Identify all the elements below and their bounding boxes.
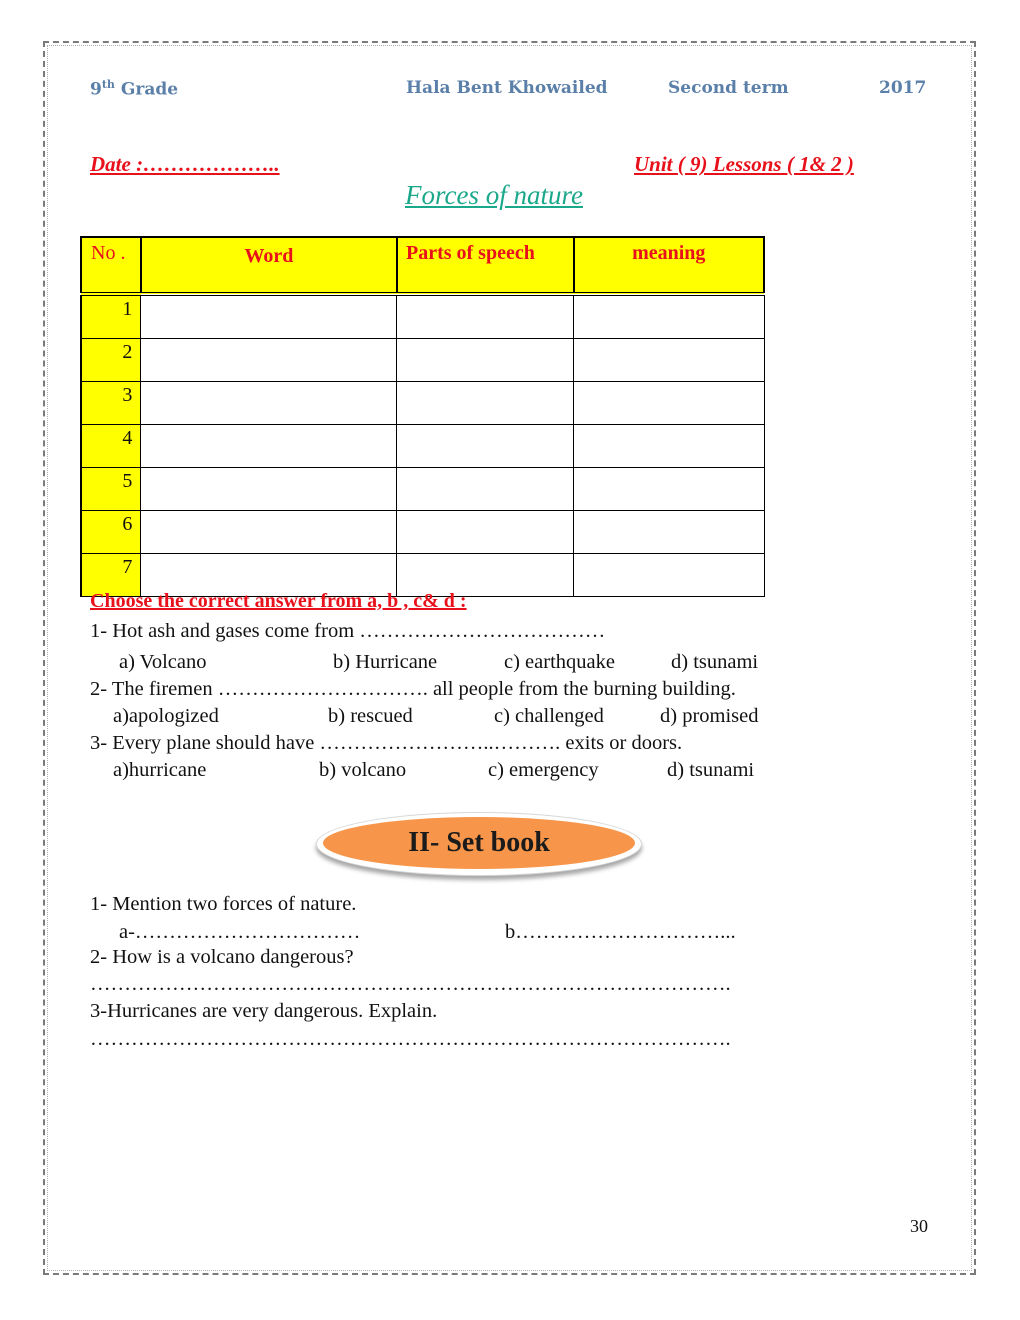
q3-option-a[interactable]: a)hurricane	[113, 759, 207, 781]
q3-option-b[interactable]: b) volcano	[319, 759, 407, 781]
word-cell[interactable]	[141, 294, 397, 339]
q2-option-c[interactable]: c) challenged	[494, 705, 604, 727]
header-parts-of-speech: Parts of speech	[397, 237, 574, 294]
setbook-answer-3-line[interactable]: ………………………………………………………………………………….	[90, 1028, 731, 1050]
header-no: No .	[81, 237, 141, 294]
question-3-stem: 3- Every plane should have ……………………..………. exits or doors.	[90, 732, 683, 754]
setbook-question-3: 3-Hurricanes are very dangerous. Explain.	[90, 1000, 438, 1022]
q2-option-b[interactable]: b) rescued	[328, 705, 413, 727]
setbook-question-1: 1- Mention two forces of nature.	[90, 893, 357, 915]
meaning-cell[interactable]	[574, 511, 765, 554]
q3-option-c[interactable]: c) emergency	[488, 759, 599, 781]
set-book-banner	[316, 812, 642, 876]
meaning-cell[interactable]	[574, 425, 765, 468]
table-row: 5	[81, 468, 764, 511]
question-1-stem: 1- Hot ash and gases come from ………………………………	[90, 620, 606, 642]
q3-option-d[interactable]: d) tsunami	[667, 759, 755, 781]
meaning-cell[interactable]	[574, 554, 765, 597]
grade-label: 9th Grade	[90, 78, 179, 100]
meaning-cell[interactable]	[574, 294, 765, 339]
q1-option-b[interactable]: b) Hurricane	[333, 651, 438, 673]
setbook-answer-1a[interactable]: a-……………………………	[119, 921, 361, 943]
word-cell[interactable]	[141, 339, 397, 382]
header-word: Word	[141, 237, 397, 294]
meaning-cell[interactable]	[574, 339, 765, 382]
table-row: 1	[81, 294, 764, 339]
pos-cell[interactable]	[397, 294, 574, 339]
table-row: 6	[81, 511, 764, 554]
meaning-cell[interactable]	[574, 382, 765, 425]
q2-option-d[interactable]: d) promised	[660, 705, 759, 727]
word-cell[interactable]	[141, 468, 397, 511]
pos-cell[interactable]	[397, 382, 574, 425]
pos-cell[interactable]	[397, 511, 574, 554]
table-row: 3	[81, 382, 764, 425]
setbook-answer-2-line[interactable]: ………………………………………………………………………………….	[90, 973, 731, 995]
meaning-cell[interactable]	[574, 468, 765, 511]
school-name: Hala Bent Khowailed	[406, 78, 608, 98]
pos-cell[interactable]	[397, 468, 574, 511]
table-row: 7	[81, 554, 764, 597]
q2-option-a[interactable]: a)apologized	[113, 705, 219, 727]
question-2-stem: 2- The firemen …………………………. all people from the burning building.	[90, 678, 736, 700]
q1-option-c[interactable]: c) earthquake	[504, 651, 615, 673]
setbook-answer-1b[interactable]: b…………………………...	[505, 921, 736, 943]
word-cell[interactable]	[141, 511, 397, 554]
term-label: Second term	[668, 78, 789, 98]
date-label: Date :………………..	[90, 152, 280, 176]
choose-heading: Choose the correct answer from a, b , c& d :	[90, 590, 467, 612]
year-label: 2017	[879, 78, 927, 98]
q1-option-d[interactable]: d) tsunami	[671, 651, 759, 673]
set-book-banner-label: II- Set book	[323, 817, 635, 869]
word-cell[interactable]	[141, 425, 397, 468]
pos-cell[interactable]	[397, 339, 574, 382]
table-row: 4	[81, 425, 764, 468]
word-cell[interactable]	[141, 382, 397, 425]
header-meaning: meaning	[574, 237, 765, 294]
unit-label: Unit ( 9) Lessons ( 1& 2 )	[634, 152, 854, 176]
table-row: 2	[81, 339, 764, 382]
vocabulary-table	[80, 236, 765, 597]
pos-cell[interactable]	[397, 425, 574, 468]
page-number: 30	[910, 1216, 928, 1236]
page-title: Forces of nature	[405, 180, 583, 210]
q1-option-a[interactable]: a) Volcano	[119, 651, 207, 673]
setbook-question-2: 2- How is a volcano dangerous?	[90, 946, 354, 968]
